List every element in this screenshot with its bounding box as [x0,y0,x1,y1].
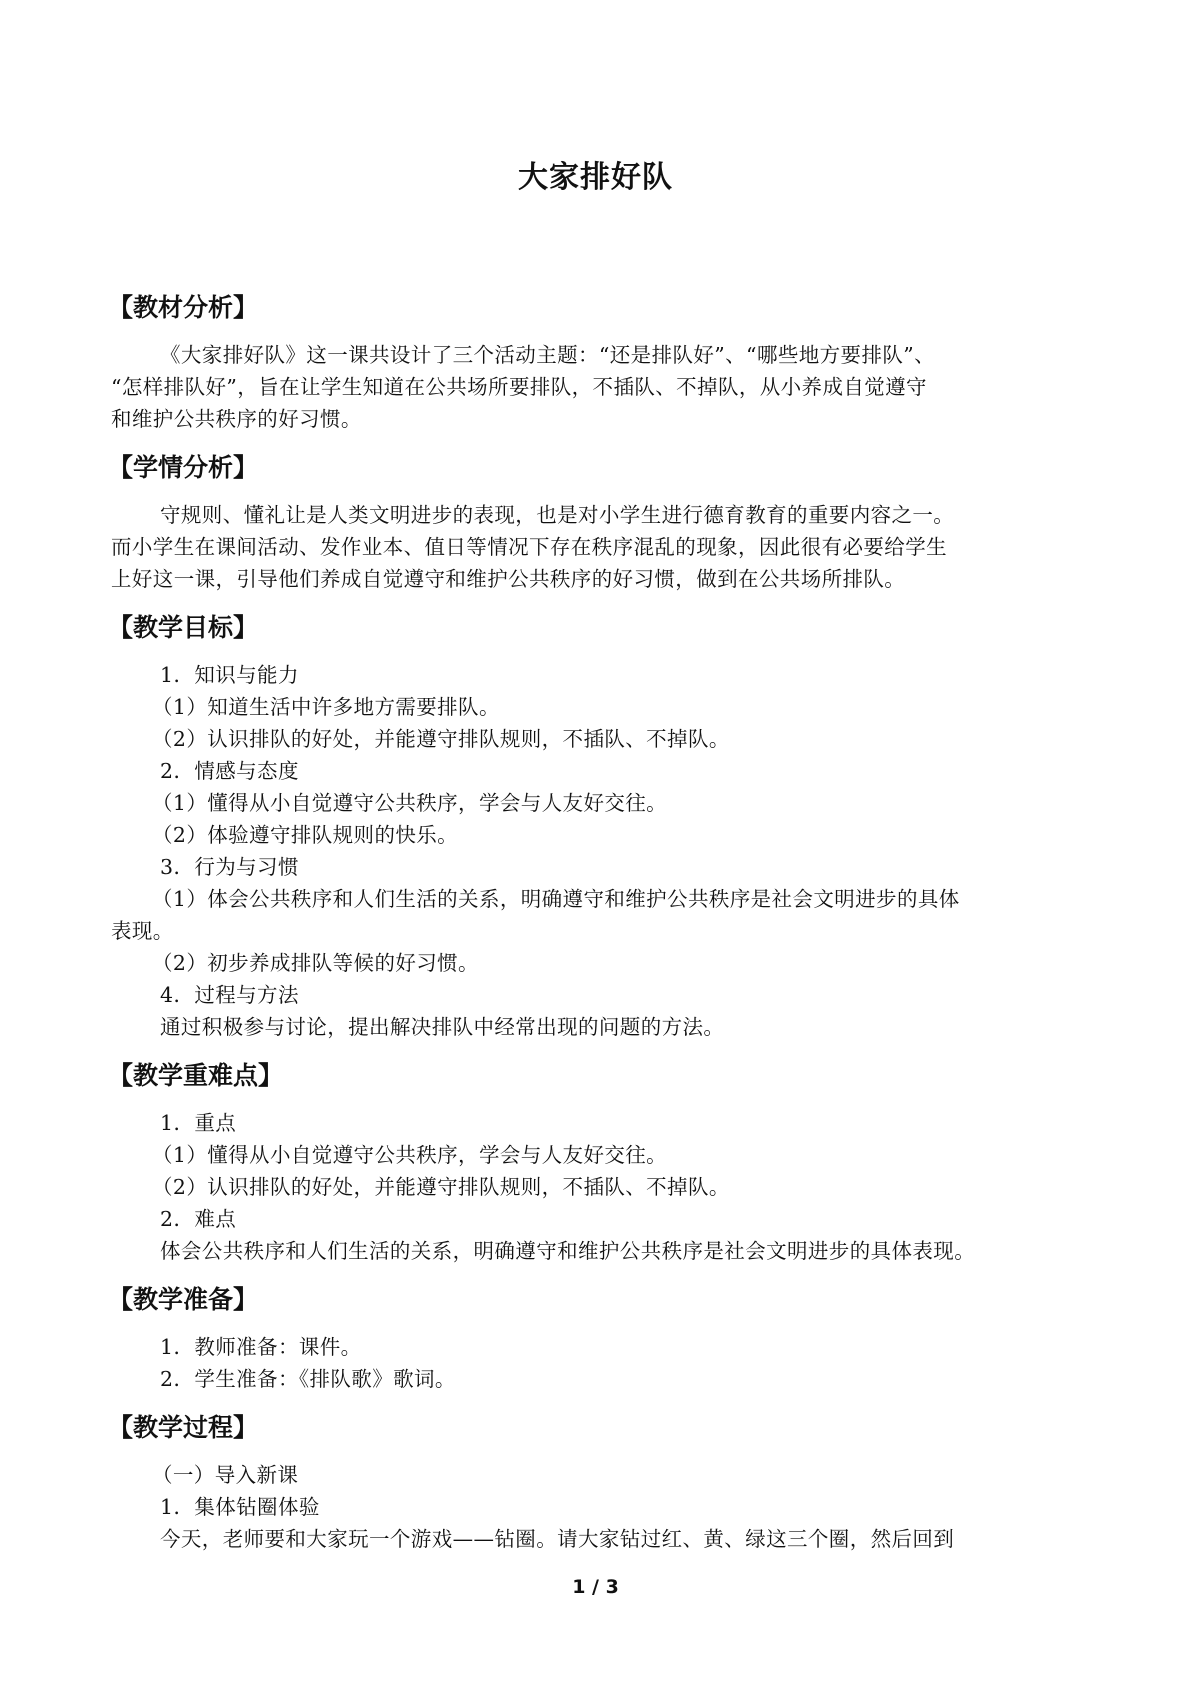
list-item: 2．学生准备：《排队歌》歌词。 [160,1367,456,1391]
section-heading-process: 【教学过程】 [108,1413,259,1442]
paragraph-line: “怎样排队好”，旨在让学生知道在公共场所要排队，不插队、不掉队，从小养成自觉遵守 [111,375,927,399]
paragraph-line: 今天，老师要和大家玩一个游戏——钻圈。请大家钻过红、黄、绿这三个圈，然后回到 [160,1527,955,1551]
paragraph-line: 和维护公共秩序的好习惯。 [111,407,362,431]
list-item: （2）初步养成排队等候的好习惯。 [152,951,479,975]
list-item: （一）导入新课 [152,1463,299,1487]
list-item: 表现。 [111,919,174,943]
list-item: （1）懂得从小自觉遵守公共秩序，学会与人友好交往。 [152,1143,668,1167]
list-item: 2．情感与态度 [160,759,299,783]
section-heading-textbook-analysis: 【教材分析】 [108,293,259,322]
list-item: 1．知识与能力 [160,663,299,687]
list-item: 通过积极参与讨论，提出解决排队中经常出现的问题的方法。 [160,1015,725,1039]
list-item: （2）认识排队的好处，并能遵守排队规则，不插队、不掉队。 [152,1175,730,1199]
section-heading-key-points: 【教学重难点】 [108,1061,284,1090]
list-item: （1）懂得从小自觉遵守公共秩序，学会与人友好交往。 [152,791,668,815]
paragraph-line: 上好这一课，引导他们养成自觉遵守和维护公共秩序的好习惯，做到在公共场所排队。 [111,567,906,591]
list-item: （1）知道生活中许多地方需要排队。 [152,695,500,719]
list-item: 体会公共秩序和人们生活的关系，明确遵守和维护公共秩序是社会文明进步的具体表现。 [160,1239,976,1263]
list-item: （2）认识排队的好处，并能遵守排队规则，不插队、不掉队。 [152,727,730,751]
section-heading-preparation: 【教学准备】 [108,1285,259,1314]
section-heading-student-analysis: 【学情分析】 [108,453,259,482]
list-item: 3．行为与习惯 [160,855,299,879]
paragraph-line: 而小学生在课间活动、发作业本、值日等情况下存在秩序混乱的现象，因此很有必要给学生 [111,535,947,559]
list-item: （2）体验遵守排队规则的快乐。 [152,823,459,847]
paragraph-line: 守规则、懂礼让是人类文明进步的表现，也是对小学生进行德育教育的重要内容之一。 [160,503,955,527]
document-title: 大家排好队 [518,160,673,195]
page-number: 1 / 3 [572,1576,619,1598]
list-item: 1．集体钻圈体验 [160,1495,320,1519]
section-heading-teaching-goals: 【教学目标】 [108,613,259,642]
list-item: 4．过程与方法 [160,983,299,1007]
paragraph-line: 《大家排好队》这一课共设计了三个活动主题：“还是排队好”、“哪些地方要排队”、 [160,343,936,367]
list-item: 2．难点 [160,1207,237,1231]
list-item: 1．教师准备：课件。 [160,1335,362,1359]
list-item: （1）体会公共秩序和人们生活的关系，明确遵守和维护公共秩序是社会文明进步的具体 [152,887,960,911]
list-item: 1．重点 [160,1111,237,1135]
